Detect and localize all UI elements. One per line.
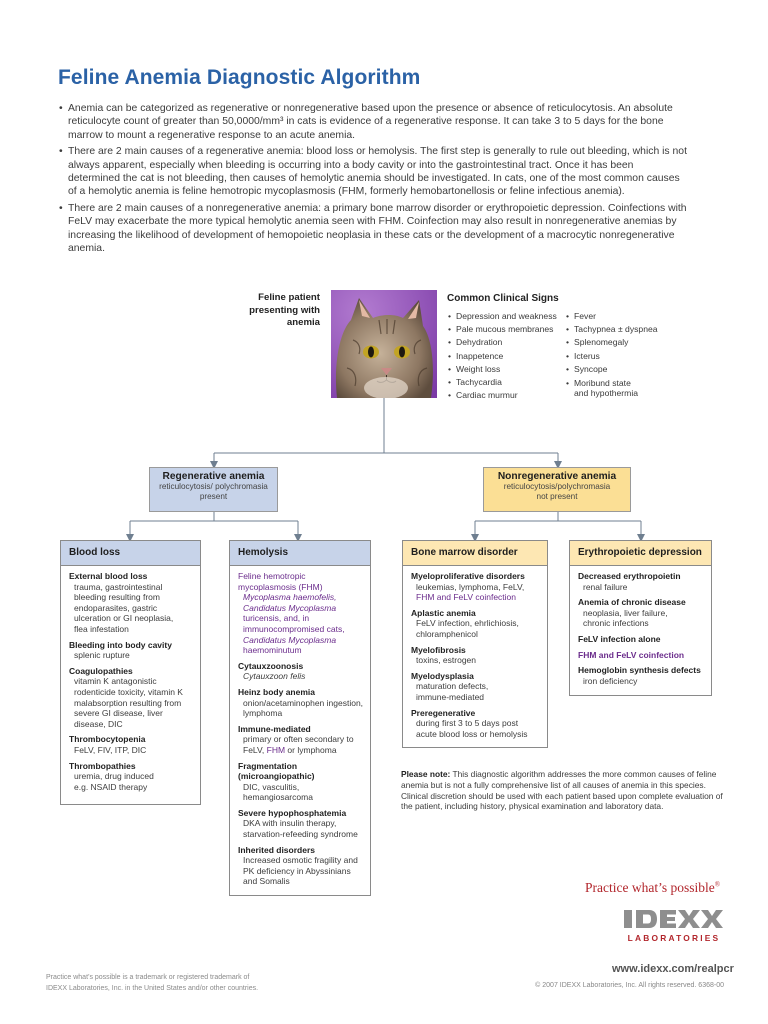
clinical-sign: • Icterus [566, 350, 658, 363]
cat-photo [331, 290, 437, 398]
nonregenerative-anemia-box [483, 467, 631, 512]
cause-detail-line: iron deficiency [583, 675, 638, 686]
box-subtitle: present [199, 492, 228, 501]
cause-detail-line: and Somalis [243, 876, 290, 887]
cause-detail [238, 698, 364, 719]
cause-detail-line: leukemias, lymphoma, FeLV, [416, 581, 525, 592]
cause-detail-line: FHM and FeLV coinfection [416, 592, 516, 603]
cause-heading: Coagulopathies [69, 665, 133, 676]
cause-detail-line: FeLV, FIV, ITP, DIC [74, 744, 147, 755]
cause-heading: Aplastic anemia [411, 607, 476, 618]
clinical-sign: • Syncope [566, 363, 658, 376]
cause-heading: mycoplasmosis (FHM) [238, 581, 323, 592]
patient-label-line: Feline patient [258, 292, 320, 303]
cause-detail-line: rodenticide toxicity, vitamin K [74, 686, 183, 697]
cause-detail-line: vitamin K antagonistic [74, 676, 157, 687]
cause-detail-line: e.g. NSAID therapy [74, 781, 148, 792]
cause-detail [411, 655, 541, 666]
trademark-mark: ® [714, 880, 721, 889]
cause-heading: Feline hemotropic [238, 571, 306, 581]
cause-detail [411, 718, 541, 739]
cause-detail [238, 855, 364, 887]
cause-heading: Thrombocytopenia [69, 734, 146, 745]
cause-detail-line: ulceration or GI neoplasia, [74, 613, 174, 624]
cause-detail-line: uremia, drug induced [74, 771, 154, 782]
cause-heading: Myelofibrosis [411, 644, 466, 655]
note-label: Please note: [401, 769, 451, 779]
clinical-sign-line: and hypothermia [574, 388, 639, 399]
cause-detail-line: onion/acetaminophen ingestion, [243, 697, 364, 708]
cause-detail-line: primary or often secondary to [243, 734, 354, 745]
cause-detail-line: endoparasites, gastric [74, 602, 158, 613]
cause-detail-line: starvation-refeeding syndrome [243, 829, 358, 840]
cause-detail [411, 681, 541, 702]
column-title: Hemolysis [230, 541, 370, 566]
cause-detail-text: or lymphoma [285, 744, 337, 755]
cause-detail-line: flea infestation [74, 623, 129, 634]
cause-heading: Fragmentation [238, 760, 298, 771]
column-title: Blood loss [61, 541, 200, 566]
box-subtitle: reticulocytosis/ polychromasia [159, 482, 268, 491]
cause-heading: FHM and FeLV coinfection [578, 649, 685, 660]
cause-detail-line: chloramphenicol [416, 628, 478, 639]
column-title: Bone marrow disorder [403, 541, 547, 566]
fhm-highlight: FHM [266, 744, 286, 755]
cause-detail-line: maturation defects, [416, 681, 489, 692]
clinical-sign: • Cardiac murmur [448, 389, 557, 402]
cause-heading: Decreased erythropoietin [578, 571, 681, 581]
cause-detail-line: Candidatus Mycoplasma [243, 634, 337, 645]
cause-detail-line: disease, DIC [74, 718, 123, 729]
copyright-notice: © 2007 IDEXX Laboratories, Inc. All rights reserved. 6368-00 [535, 982, 724, 989]
bone-marrow-disorder-column [402, 540, 548, 748]
clinical-signs-list [448, 310, 557, 402]
cause-detail-line: DIC, vasculitis, [243, 781, 300, 792]
cause-heading: Immune-mediated [238, 723, 311, 734]
cause-detail-line: chronic infections [583, 618, 649, 629]
cause-detail [238, 671, 364, 682]
intro-paragraph: • Anemia can be categorized as regenerative or nonregenerative based upon the presence or absence of reticulocytosis. An absolute reticulocyte count of greater than 50,0000/mm³ in cats is evidence of a regenerative response. It can take 3 to 5 days for the bone marrow to mount a regenerative response to an acute anemia. [58, 102, 688, 142]
cause-detail [578, 608, 705, 629]
column-body [403, 566, 547, 739]
clinical-sign: • Tachycardia [448, 376, 557, 389]
cause-detail-line [243, 745, 364, 756]
cause-detail [238, 818, 364, 839]
column-body [230, 566, 370, 887]
trademark-line: Practice what’s possible is a trademark or registered trademark of [46, 974, 250, 981]
cause-detail [69, 676, 194, 729]
cause-detail [69, 582, 194, 635]
cause-detail-line: Mycoplasma haemofelis, [243, 592, 337, 603]
clinical-sign: • Tachypnea ± dyspnea [566, 323, 658, 336]
cause-detail-line: immunocompromised cats, [243, 623, 345, 634]
cause-heading: Cytauxzoonosis [238, 660, 304, 671]
clinical-sign: • Inappetence [448, 350, 557, 363]
intro-bullets [58, 102, 688, 258]
cause-detail-line: hemangiosarcoma [243, 792, 313, 803]
cause-detail [578, 582, 705, 593]
patient-label-line: anemia [286, 317, 320, 328]
intro-paragraph: • There are 2 main causes of a nonregenerative anemia: a primary bone marrow disorder or erythropoietic depression. Coinfections with FeLV may exacerbate the more typical hemolytic anemia seen with FHM. Coinfection may also result in nonregenerative anemias by increasing the likelihood of development of hemopoietic neoplasia in these cats or the development of a macrocytic nonregenerative anemia. [58, 202, 688, 256]
regenerative-anemia-box [149, 467, 278, 512]
please-note [401, 769, 724, 812]
patient-label [230, 292, 320, 330]
clinical-sign: • Splenomegaly [566, 336, 658, 349]
idexx-logo [622, 908, 726, 944]
trademark-notice [46, 972, 286, 994]
logo-subtitle: LABORATORIES [627, 933, 721, 943]
cause-detail [238, 782, 364, 803]
clinical-sign: • Pale mucous membranes [448, 323, 557, 336]
cause-heading: Heinz body anemia [238, 686, 315, 697]
box-subtitle: not present [536, 492, 578, 501]
cause-detail-line: immune-mediated [416, 691, 485, 702]
brand-tagline [585, 880, 720, 896]
cause-detail-line: Cytauxzoon felis [243, 671, 306, 682]
column-body [570, 566, 711, 686]
cause-detail-line: DKA with insulin therapy, [243, 818, 337, 829]
cause-heading: Myeloproliferative disorders [411, 571, 525, 581]
cause-detail-line: FeLV infection, ehrlichiosis, [416, 618, 519, 629]
column-title: Erythropoietic depression [570, 541, 711, 566]
cause-detail-line: turicensis, and, in [243, 613, 310, 624]
cause-heading: External blood loss [69, 571, 148, 581]
cause-heading: Preregenerative [411, 707, 476, 718]
box-title: Nonregenerative anemia [497, 471, 617, 482]
trademark-line: IDEXX Laboratories, Inc. in the United States and/or other countries. [46, 985, 259, 992]
hemolysis-column [229, 540, 371, 896]
cause-heading: Thrombopathies [69, 760, 136, 771]
clinical-sign: • Fever [566, 310, 658, 323]
cause-detail-line: bleeding resulting from [74, 592, 160, 603]
cause-heading: Inherited disorders [238, 844, 315, 855]
cause-detail-line: splenic rupture [74, 650, 130, 661]
cause-detail [238, 734, 364, 755]
cause-detail-line: during first 3 to 5 days post [416, 718, 519, 729]
clinical-signs-list [566, 310, 658, 398]
cause-detail-line: lymphoma [243, 708, 283, 719]
cause-detail [411, 618, 541, 639]
cause-detail [238, 592, 364, 656]
box-subtitle: reticulocytosis/polychromasia [503, 482, 611, 491]
cause-detail-line: acute blood loss or hemolysis [416, 728, 528, 739]
cause-detail-line: haemominutum [243, 645, 302, 656]
cause-heading: Myelodysplasia [411, 670, 474, 681]
cause-detail-line: Increased osmotic fragility and [243, 855, 358, 866]
patient-label-line: presenting with [249, 304, 320, 316]
cause-detail [69, 771, 194, 792]
cause-detail [69, 745, 194, 756]
cause-heading: Severe hypophosphatemia [238, 807, 347, 818]
clinical-sign [566, 376, 658, 398]
clinical-sign: • Depression and weakness [448, 310, 557, 323]
cause-detail-line: malabsorption resulting from [74, 697, 182, 708]
column-body [61, 566, 200, 792]
cause-detail-line: toxins, estrogen [416, 655, 477, 666]
blood-loss-column [60, 540, 201, 805]
cause-detail [411, 582, 541, 603]
cause-heading: Anemia of chronic disease [578, 597, 686, 608]
cause-detail [69, 650, 194, 661]
erythropoietic-depression-column [569, 540, 712, 696]
box-title: Regenerative anemia [162, 471, 265, 482]
page-title: Feline Anemia Diagnostic Algorithm [58, 66, 421, 89]
cause-detail-line: Candidatus Mycoplasma [243, 602, 337, 613]
cause-detail-line: trauma, gastrointestinal [74, 581, 163, 592]
cause-detail-line: renal failure [583, 581, 628, 592]
cause-detail-line: severe GI disease, liver [74, 708, 163, 719]
cause-detail-line: neoplasia, liver failure, [583, 607, 668, 618]
cause-detail-text: FeLV, [243, 744, 267, 755]
cause-detail [578, 676, 705, 687]
cause-heading: Bleeding into body cavity [69, 639, 172, 650]
clinical-sign: • Weight loss [448, 363, 557, 376]
clinical-signs-title: Common Clinical Signs [447, 293, 559, 304]
cause-heading: Hemoglobin synthesis defects [578, 665, 701, 676]
tagline-text: Practice what’s possible [585, 880, 715, 895]
cause-detail-line: PK deficiency in Abyssinians [243, 865, 351, 876]
website-url: www.idexx.com/realpcr [612, 963, 734, 975]
clinical-sign: • Dehydration [448, 336, 557, 349]
note-text: This diagnostic algorithm addresses the more common causes of feline anemia but is not a fully comprehensive list of all causes of anemia in this species. Clinical discretion should be used with each patient based upon complete evaluation of the patient, including history, physical examination and laboratory data. [401, 769, 723, 812]
intro-paragraph: • There are 2 main causes of a regenerative anemia: blood loss or hemolysis. The first step is generally to rule out bleeding, which is not always apparent, especially when bleeding is occurring into a body cavity or into the gastrointestinal tract. Once it has been determined the cat is not bleeding, then causes of hemolytic anemia should be investigated. In cats, one of the most common causes of a hemolytic anemia is feline hemotropic mycoplasmosis (FHM, formerly hemobartonellosis or feline infectious anemia). [58, 145, 688, 199]
clinical-sign-line: Moribund state [574, 378, 631, 389]
cause-heading: FeLV infection alone [578, 633, 661, 644]
cause-heading: (microangiopathic) [238, 771, 315, 782]
